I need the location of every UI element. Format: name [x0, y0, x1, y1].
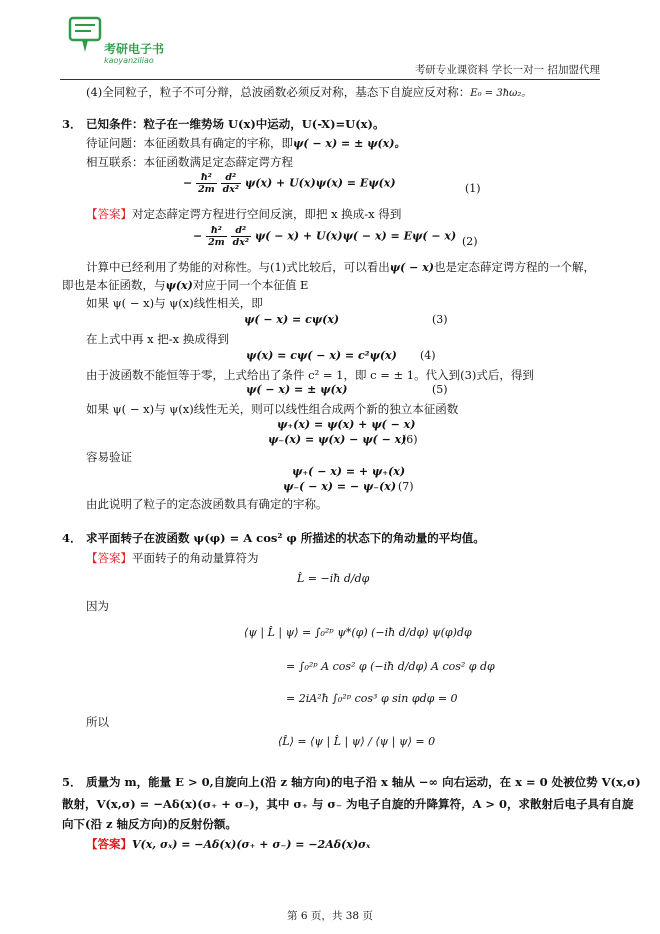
text-line [86, 84, 531, 102]
equation-7a: ψ₊( − x) = + ψ₊(x) [292, 465, 406, 478]
question-title: 已知条件：粒子在一维势场 U(x)中运动，U(-X)=U(x)。 [86, 117, 385, 131]
text-line: 由此说明了粒子的定态波函数具有确定的宇称。 [86, 497, 328, 511]
equation-inline: ψ(x) [165, 279, 193, 292]
text-span: 对定态薛定谔方程进行空间反演，即把 x 换成-x 得到 [132, 207, 402, 221]
answer-tag: 【答案】 [86, 551, 132, 565]
operator-equation: L̂ = −iħ d/dφ [297, 572, 370, 585]
answer-tag: 【答案】 [86, 207, 132, 221]
equation-inline: E₀ = 3ħω₂。 [470, 88, 532, 99]
fraction: $\frac{\text{d²}}{\text{dx²}}$ [232, 225, 250, 248]
equation-7b: ψ₋( − x) = − ψ₋(x) [283, 480, 397, 493]
text-span: (4)全同粒子，粒子不可分辩，总波函数必须反对称，基态下自旋应反对称： [86, 85, 471, 99]
equation-4: ψ(x) = cψ( − x) = c²ψ(x) [246, 349, 397, 362]
equation-number: (6) [402, 433, 418, 446]
text-span: 对应于同一个本征值 E [192, 278, 309, 292]
answer-tag: 【答案】 [86, 837, 132, 851]
question-number: 5． [62, 775, 82, 789]
header-tagline: 考研专业课资料 学长一对一 招加盟代理 [414, 64, 600, 76]
text-span: 即也是本征函数，与 [62, 278, 166, 292]
text-line: 由于波函数不能恒等于零，上式给出了条件 c² = 1，即 c = ± 1。代入到(3)式后，得到 [86, 368, 534, 382]
question-number: 4． [62, 531, 82, 545]
fraction: $\frac{\text{ħ²}}{2m}$ [208, 225, 225, 248]
text-line: 相互联系：本征函数满足定态薛定谔方程 [86, 155, 293, 169]
equation-body: ψ( − x) + U(x)ψ( − x) = Eψ( − x) [254, 229, 457, 243]
equation-body: ψ(x) + U(x)ψ(x) = Eψ(x) [244, 176, 396, 190]
question-title: 求平面转子在波函数 ψ(φ) = A cos² φ 所描述的状态下的角动量的平均值。 [86, 531, 485, 545]
equation-5: ψ( − x) = ± ψ(x) [246, 383, 348, 396]
fraction: $\frac{\text{d²}}{\text{dx²}}$ [222, 172, 240, 195]
question-text-line: 散射，V(x,σ) = −Aδ(x)(σ₊ + σ₋)，其中 σ₊ 与 σ₋ 为电子自旋的升降算符，A > 0，求散射后电子具有自旋 [62, 797, 634, 811]
equation-2: − $\frac{\text{ħ²}}{2m}$ $\frac{\text{d²}}{\text{dx²}}$ ψ( − x) + U(x)ψ( − x) = Eψ( − x) [193, 225, 457, 248]
header-divider [60, 79, 600, 80]
equation-3: ψ( − x) = cψ(x) [244, 313, 340, 326]
text-line: 因为 [86, 599, 109, 613]
fraction: $\frac{\text{ħ²}}{2m}$ [198, 172, 215, 195]
question-number: 3． [62, 117, 82, 131]
text-line [86, 206, 401, 222]
integral-line-2: = ∫₀²ᵖ A cos² φ (−iħ d/dφ) A cos² φ dφ [286, 660, 495, 673]
text-line: 容易验证 [86, 450, 132, 464]
text-line [62, 277, 308, 294]
text-line: 所以 [86, 715, 109, 729]
equation-1: − $\frac{\text{ħ²}}{2m}$ $\frac{\text{d²}}{\text{dx²}}$ ψ(x) + U(x)ψ(x) = Eψ(x) [183, 172, 396, 195]
text-span: 平面转子的角动量算符为 [132, 551, 259, 565]
logo [60, 14, 180, 68]
equation-number: (2) [462, 235, 478, 248]
equation-6a: ψ₊(x) = ψ(x) + ψ( − x) [277, 418, 416, 431]
equation-inline: V(x, σₓ) = −Aδ(x)(σ₊ + σ₋) = −2Aδ(x)σₓ [132, 838, 371, 851]
text-line [86, 135, 405, 152]
integral-line-1: ⟨ψ | L̂ | ψ⟩ = ∫₀²ᵖ ψ*(φ) (−iħ d/dφ) ψ(φ)dφ [244, 626, 472, 639]
question-text-line: 向下(沿 z 轴反方向)的反射份额。 [62, 817, 237, 831]
logo-text: 考研电子书 [104, 42, 165, 56]
text-span: 也是定态薛定谔方程的一个解， [434, 260, 595, 274]
text-line: 如果 ψ( − x)与 ψ(x)线性无关，则可以线性组合成两个新的独立本征函数 [86, 402, 459, 416]
equation-number: (1) [465, 182, 481, 195]
equation-6b: ψ₋(x) = ψ(x) − ψ( − x) [268, 433, 407, 446]
integral-line-3: = 2iA²ħ ∫₀²ᵖ cos³ φ sin φdφ = 0 [286, 692, 458, 705]
text-line [86, 836, 370, 853]
text-span: 计算中已经利用了势能的对称性。与(1)式比较后，可以看出 [86, 260, 390, 274]
equation-number: (4) [420, 349, 436, 362]
page-footer: 第 6 页，共 38 页 [287, 910, 373, 922]
question-text-line: 质量为 m，能量 E > 0,自旋向上(沿 z 轴方向)的电子沿 x 轴从 −∞ 向右运动，在 x = 0 处被位势 V(x,σ) [86, 775, 641, 789]
text-line: 如果 ψ( − x)与 ψ(x)线性相关，即 [86, 296, 263, 310]
equation-number: (7) [398, 480, 414, 493]
text-line [86, 550, 259, 566]
logo-subtext: kaoyanziliao [104, 56, 154, 65]
equation-number: (5) [432, 383, 448, 396]
equation-inline: ψ( − x) [389, 261, 434, 274]
text-span: 待证问题：本征函数具有确定的宇称，即 [86, 136, 293, 150]
text-line [86, 259, 595, 276]
text-line: 在上式中再 x 把-x 换成得到 [86, 332, 229, 346]
equation-number: (3) [432, 313, 448, 326]
result-equation: ⟨L̂⟩ = ⟨ψ | L̂ | ψ⟩ / ⟨ψ | ψ⟩ = 0 [278, 735, 436, 748]
equation-inline: ψ( − x) = ± ψ(x)。 [293, 137, 406, 150]
